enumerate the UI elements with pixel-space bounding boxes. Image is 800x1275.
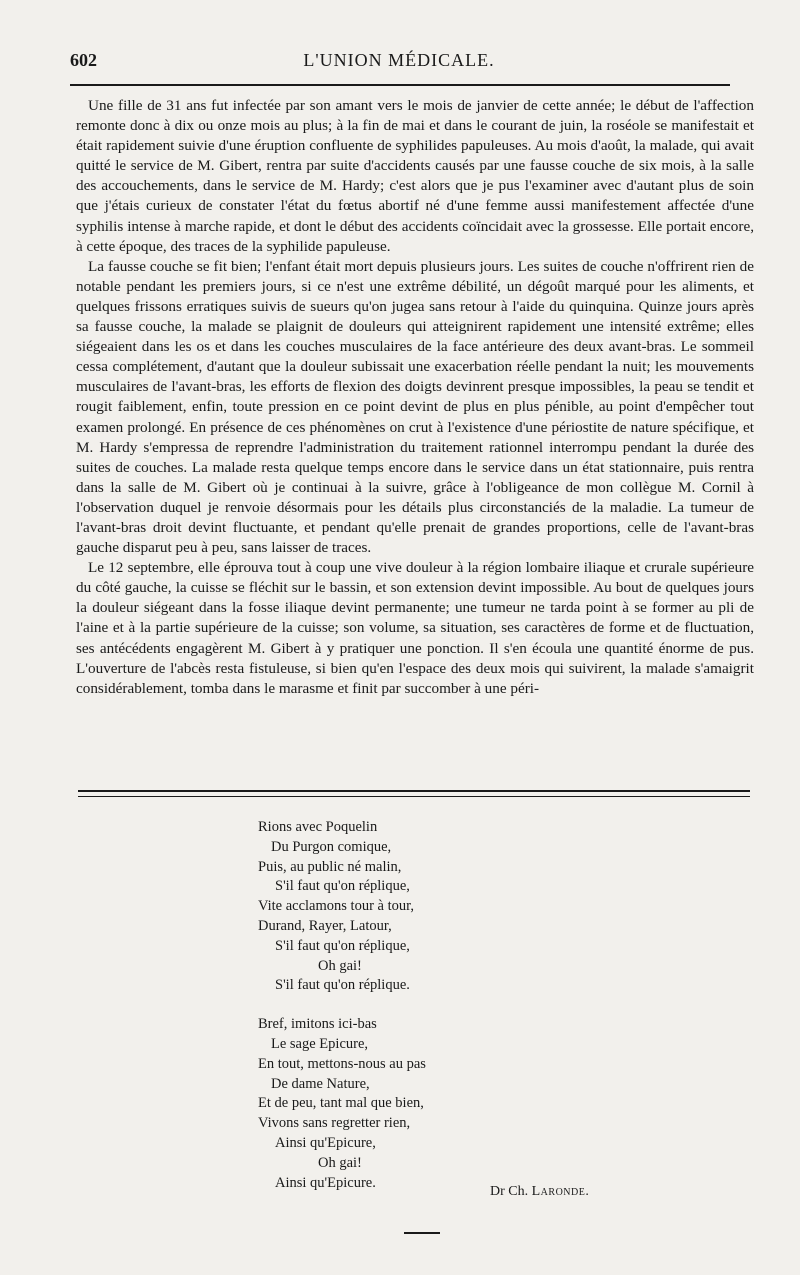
poem-stanza-2 [258, 1015, 426, 1193]
signature-prefix: Dr Ch. [490, 1184, 529, 1199]
poem-line: Bref, imitons ici-bas [258, 1016, 377, 1033]
journal-title: L'UNION MÉDICALE. [303, 50, 495, 70]
section-divider [78, 790, 750, 797]
poem-line: Le sage Epicure, [271, 1035, 369, 1052]
poem-line: En tout, mettons-nous au pas [258, 1055, 426, 1072]
poem-line: Ainsi qu'Epicure, [275, 1134, 376, 1151]
poem [258, 818, 426, 1212]
article-body [76, 96, 754, 699]
page-header [70, 50, 728, 74]
poem-line: De dame Nature, [271, 1075, 370, 1092]
poem-stanza-1 [258, 818, 426, 996]
paragraph-1: Une fille de 31 ans fut infectée par son amant vers le mois de janvier de cette année; le début de l'affection remonte donc à dix ou onze mois au plus; à la fin de mai et dans le courant de juin, la roséole se manifestait et était rapidement suivie d'une éruption confluente de syphilides papuleuses. Au mois d'août, la malade, qui avait quitté le service de M. Gibert, rentra par suite d'accidents causés par une fausse couche de six mois, à la salle des accouchements, dans le service de M. Hardy; c'est alors que je pus l'examiner avec d'autant plus de soin que j'étais curieux de constater l'état du fœtus abortif né d'une femme aussi manifestement affectée d'une syphilis intense à marche rapide, et dont le début des accidents coïncidait avec la grossesse. Elle portait encore, à cette époque, des traces de la syphilide papuleuse. [76, 97, 754, 255]
poem-line: Et de peu, tant mal que bien, [258, 1095, 424, 1112]
poem-line: Durand, Rayer, Latour, [258, 917, 392, 934]
poem-line: Oh gai! [318, 957, 362, 974]
poem-line: S'il faut qu'on réplique. [275, 977, 410, 994]
poem-line: Vivons sans regretter rien, [258, 1115, 411, 1132]
poem-line: Du Purgon comique, [271, 838, 392, 855]
poem-line: S'il faut qu'on réplique, [275, 937, 410, 954]
poem-line: Ainsi qu'Epicure. [275, 1174, 376, 1191]
poem-line: Oh gai! [318, 1154, 362, 1171]
header-rule [70, 84, 730, 86]
poem-line: Rions avec Poquelin [258, 819, 378, 835]
poem-line: S'il faut qu'on réplique, [275, 878, 410, 895]
author-signature [490, 1184, 589, 1200]
paragraph-3: Le 12 septembre, elle éprouva tout à coup une vive douleur à la région lombaire iliaque et crurale supérieure du côté gauche, la cuisse se fléchit sur le bassin, et son extension devint impossible. Au bout de quelques jours la douleur siégeant dans la fosse iliaque devint permanente; une tumeur ne tarda point à se former au pli de l'aine et à la partie supérieure de la cuisse; son volume, sa situation, ses caractères de forme et de fluctuation, ses antécédents engagèrent M. Gibert à y pratiquer une ponction. Il s'en écoula une quantité énorme de pus. L'ouverture de l'abcès resta fistuleuse, si bien qu'en l'espace des deux mois qui suivirent, la malade s'amaigrit considérablement, tomba dans le marasme et finit par succomber à une péri- [76, 559, 754, 697]
paragraph-2: La fausse couche se fit bien; l'enfant était mort depuis plusieurs jours. Les suites de couche n'offrirent rien de notable pendant les premiers jours, si ce n'est une extrême débilité, un dégoût marqué pour les aliments, et quelques frissons erratiques suivis de sueurs qu'on jugea sans retour à l'aide du quinquina. Quinze jours après sa fausse couche, la malade se plaignit de douleurs qui atteignirent rapidement une intensité extrême; elles siégeaient dans les os et dans les couches musculaires de la face antérieure des deux avant-bras. Le sommeil cessa complétement, d'autant que la douleur subissait une exacerbation réelle pendant la nuit; les mouvements musculaires de l'avant-bras, les efforts de flexion des doigts devinrent presque impossibles, la peau se tendit et rougit faiblement, enfin, toute pression en ce point devint de plus en plus pénible, au point d'empêcher tout examen prolongé. En présence de ces phénomènes on crut à l'existence d'une périostite de nature spécifique, et M. Hardy s'empressa de reprendre l'administration du traitement rationnel interrompu pendant la durée des suites de couches. La malade resta quelque temps encore dans le service dans un état stationnaire, puis rentra dans la salle de M. Gibert où je continuai à la suivre, grâce à l'obligeance de mon collègue M. Cornil à l'observation duquel je renvoie désormais pour les détails plus circonstanciés de la maladie. La tumeur de l'avant-bras droit devint fluctuante, et pendant qu'elle prenait de grandes proportions, celle de l'avant-bras gauche disparut peu à peu, sans laisser de traces. [76, 257, 754, 557]
end-rule [404, 1232, 440, 1234]
signature-name: Laronde. [531, 1184, 590, 1199]
poem-line: Vite acclamons tour à tour, [258, 898, 414, 915]
poem-line: Puis, au public né malin, [258, 858, 402, 875]
page-number: 602 [70, 50, 97, 70]
